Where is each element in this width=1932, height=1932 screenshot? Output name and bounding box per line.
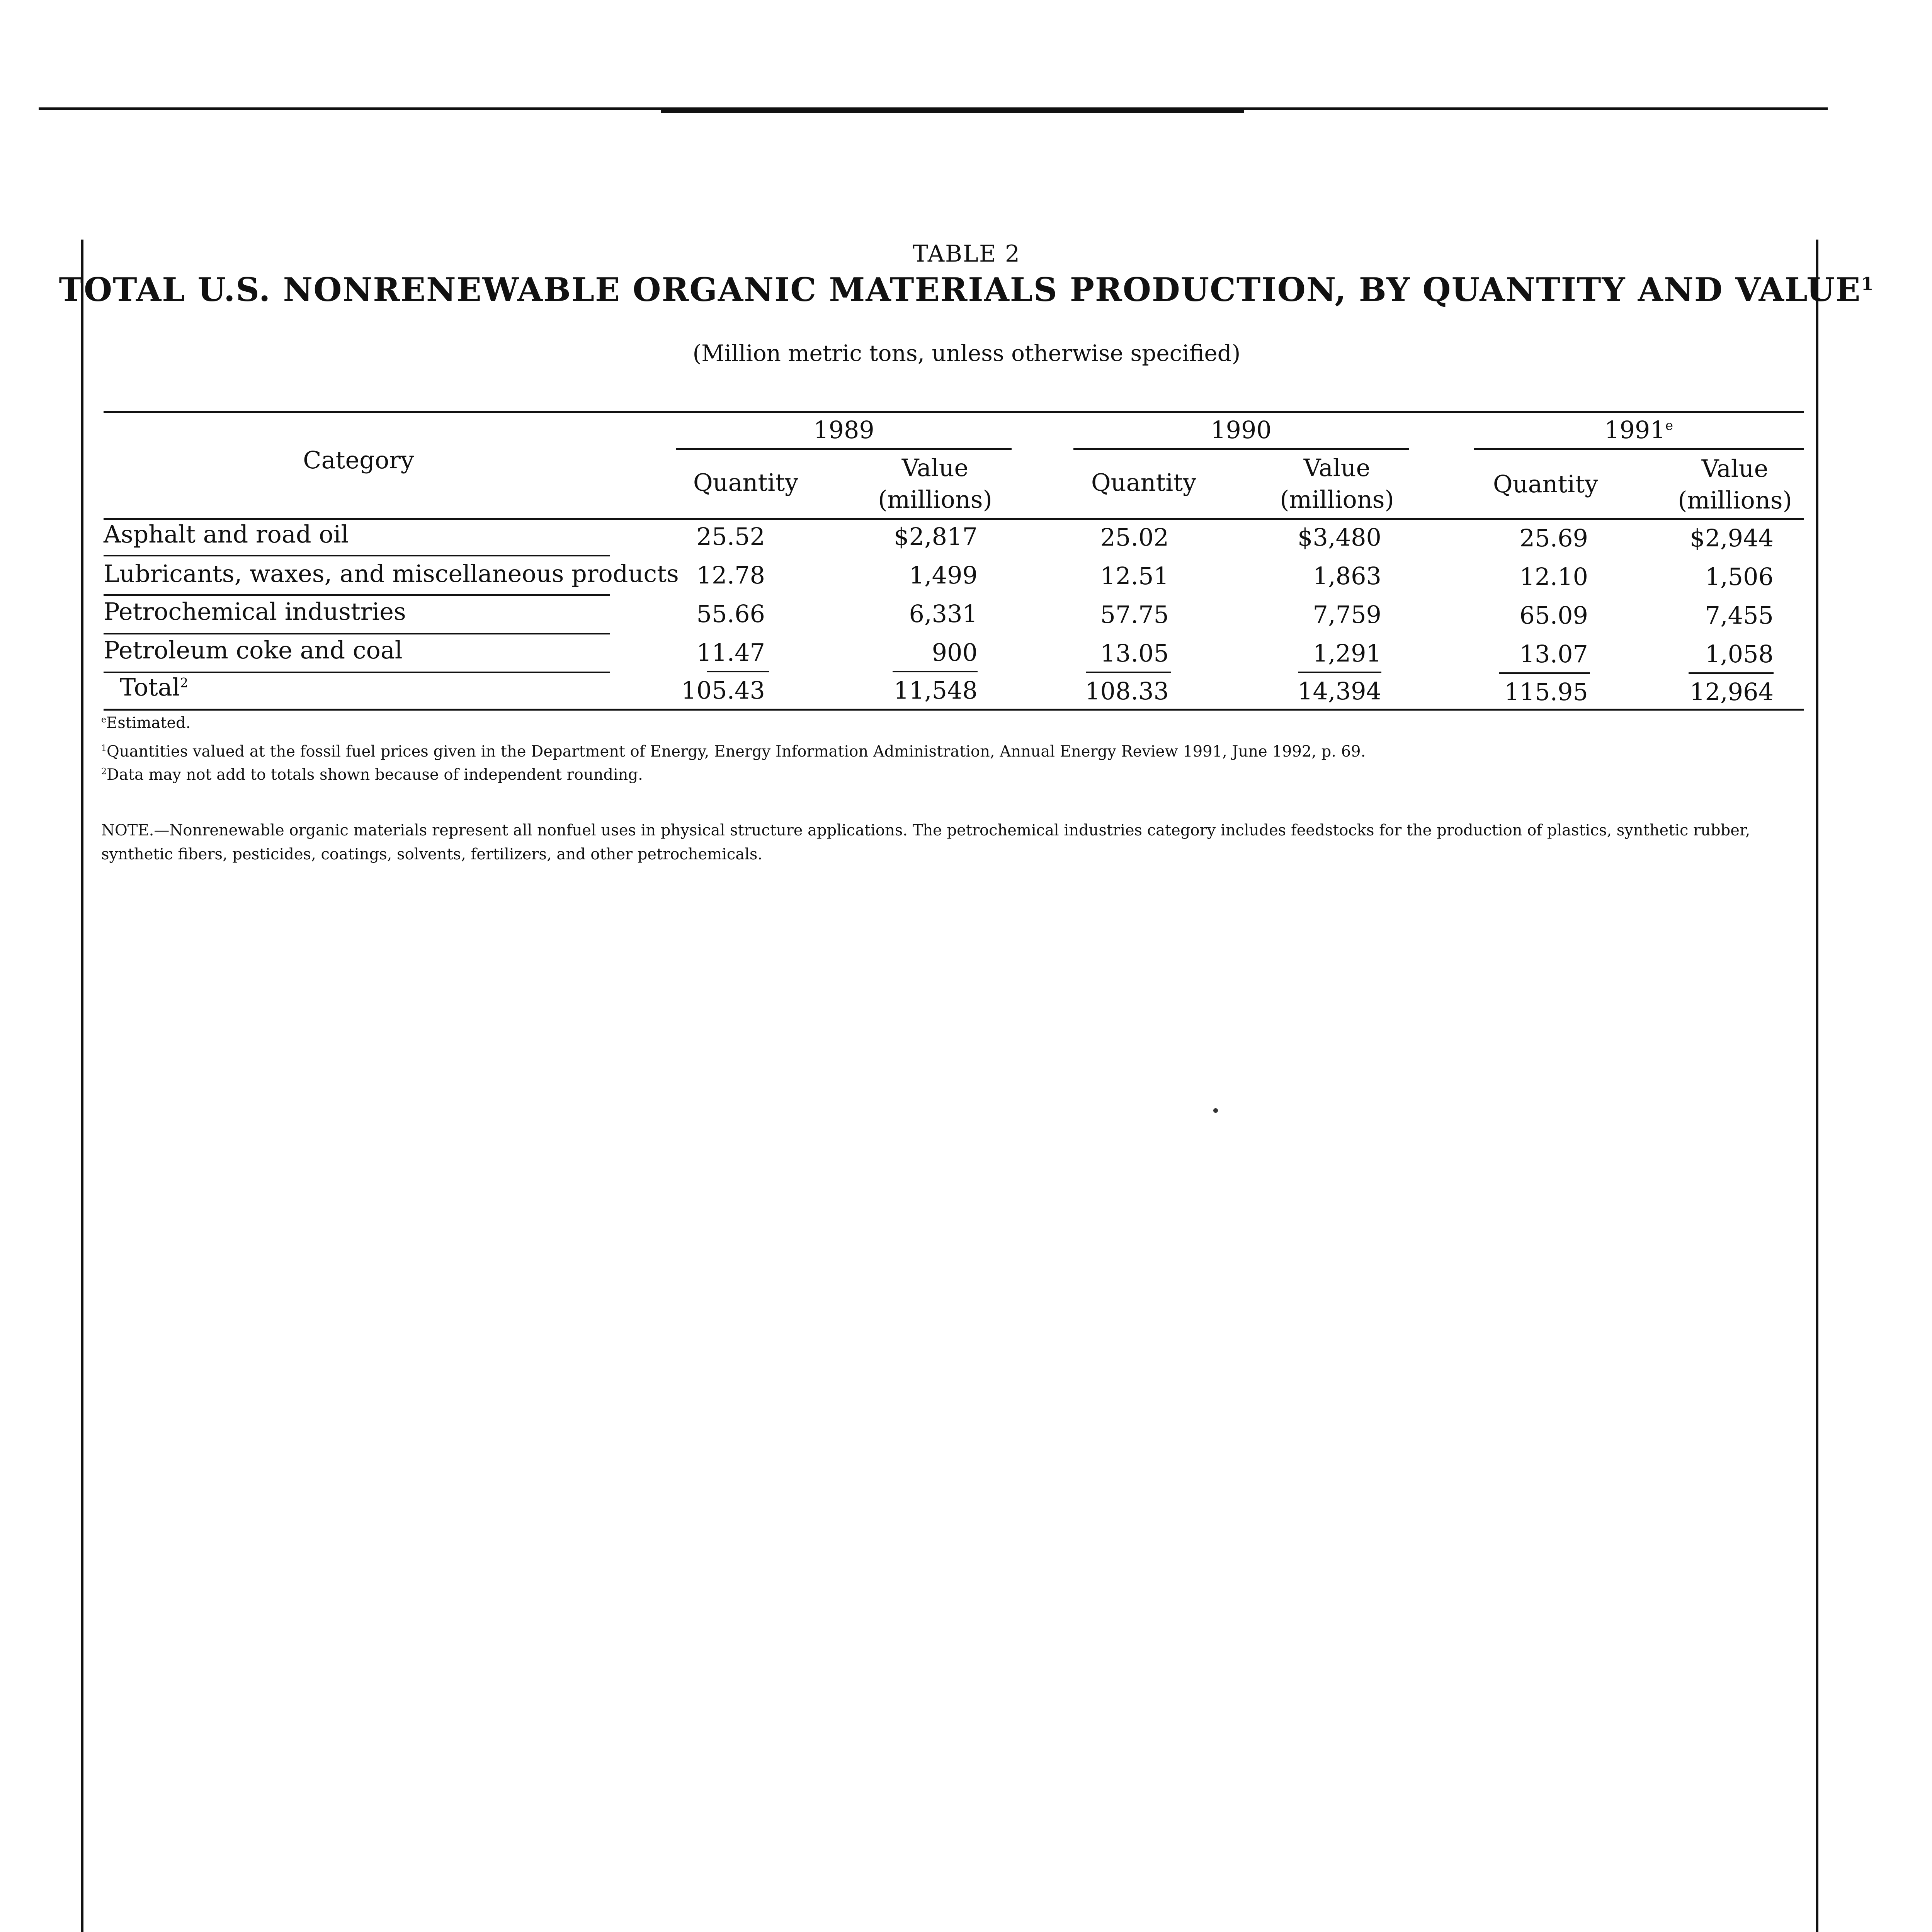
quantity-1991: 65.09 [1519,601,1588,629]
footnote-text: Data may not add to totals shown because of independent rounding. [107,766,643,784]
value-header-1989-line2: (millions) [878,485,992,514]
quantity-1990: 25.02 [1100,523,1169,551]
row-category: Petroleum coke and coal [104,636,403,664]
value-1989: 900 [932,638,978,667]
total-rule-q1989 [707,671,769,672]
table-units: (Million metric tons, unless otherwise specified) [692,340,1241,366]
year-marker-1991: e [1665,418,1673,434]
year-rule-1990 [1073,448,1409,450]
footnote-marker: e [101,715,107,725]
value-1991: 1,506 [1705,563,1774,591]
footnote-marker: 1 [101,743,107,753]
value-1989: 1,499 [909,561,978,589]
column-header-rule [104,518,1804,520]
value-header-1989-line1: Value [901,454,969,482]
total-label [120,675,188,699]
value-1990: $3,480 [1298,523,1381,551]
year-header-1990 [1073,418,1409,442]
year-header-1989 [676,418,1012,442]
row-rule [104,555,610,556]
total-footnote-marker: 2 [180,675,189,691]
table-note: NOTE.—Nonrenewable organic materials represent all nonfuel uses in physical structure applications. The petrochemical industries category includes feedstocks for the production of plastics, synthetic rubber, synthetic fibers, pesticides, coatings, solvents, fertilizers, and other petrochemicals. [101,821,1750,863]
quantity-header-1991: Quantity [1493,470,1599,498]
footnote-marker: 2 [101,767,107,777]
quantity-1989: 12.78 [696,561,765,589]
quantity-header-1990: Quantity [1091,468,1197,497]
row-category: Petrochemical industries [104,597,406,626]
year-label-1989: 1989 [813,416,874,444]
year-label-1990: 1990 [1211,416,1272,444]
stray-mark [1213,1108,1218,1113]
quantity-1991: 25.69 [1519,524,1588,552]
row-category: Asphalt and road oil [104,520,349,548]
year-rule-1989 [676,448,1012,450]
quantity-1990: 12.51 [1100,562,1169,590]
quantity-1989: 55.66 [696,600,765,628]
row-rule [104,633,610,634]
total-quantity-1989: 105.43 [681,676,765,704]
table-bottom-rule [104,709,1804,711]
quantity-1991: 12.10 [1519,563,1588,591]
top-rule-thick [661,108,1244,113]
table-header-rule [104,411,1804,413]
title-footnote-marker: 1 [1861,273,1874,294]
total-value-1989: 11,548 [894,676,978,704]
total-rule-q1991 [1499,672,1590,674]
left-border [81,240,83,1932]
total-text: Total [120,673,180,701]
total-value-1991: 12,964 [1690,678,1774,706]
value-header-1991-line1: Value [1701,454,1769,483]
value-1991: 1,058 [1705,640,1774,668]
year-rule-1991 [1474,448,1804,450]
value-header-1990-line1: Value [1303,454,1371,482]
value-header-1990-line2: (millions) [1280,485,1394,514]
value-1991: 7,455 [1705,601,1774,629]
value-header-1991-line2: (millions) [1678,486,1792,514]
total-rule-q1990 [1086,672,1171,673]
quantity-1989: 11.47 [696,638,765,667]
total-quantity-1991: 115.95 [1504,678,1588,706]
table-title [0,270,1932,309]
footnote-text: Quantities valued at the fossil fuel prices given in the Department of Energy, Energy Information Administration, Annual Energy Review 1991, June 1992, p. 69. [107,743,1366,760]
quantity-1990: 57.75 [1100,600,1169,629]
row-rule [104,594,610,596]
total-rule-v1990 [1298,672,1381,673]
quantity-1989: 25.52 [696,522,765,551]
table-title-text: TOTAL U.S. NONRENEWABLE ORGANIC MATERIALS PRODUCTION, BY QUANTITY AND VALUE [59,270,1861,309]
value-1990: 7,759 [1313,600,1381,629]
category-header: Category [303,446,414,474]
row-category: Lubricants, waxes, and miscellaneous products [104,560,679,588]
value-1989: $2,817 [894,522,978,551]
value-1991: $2,944 [1690,524,1774,552]
footnote [101,743,1366,760]
total-rule-v1989 [893,671,978,672]
total-value-1990: 14,394 [1298,677,1381,705]
total-rule-v1991 [1689,672,1774,674]
footnote [101,766,643,784]
footnote-text: Estimated. [106,714,191,732]
table-label: TABLE 2 [912,240,1021,267]
total-quantity-1990: 108.33 [1085,677,1169,705]
quantity-1991: 13.07 [1519,640,1588,668]
value-1990: 1,291 [1313,639,1381,667]
footnote [101,714,190,732]
quantity-header-1989: Quantity [693,468,799,497]
year-header-1991 [1474,418,1804,442]
value-1989: 6,331 [909,600,978,628]
quantity-1990: 13.05 [1100,639,1169,667]
value-1990: 1,863 [1313,562,1381,590]
year-label-1991: 1991 [1604,416,1665,444]
